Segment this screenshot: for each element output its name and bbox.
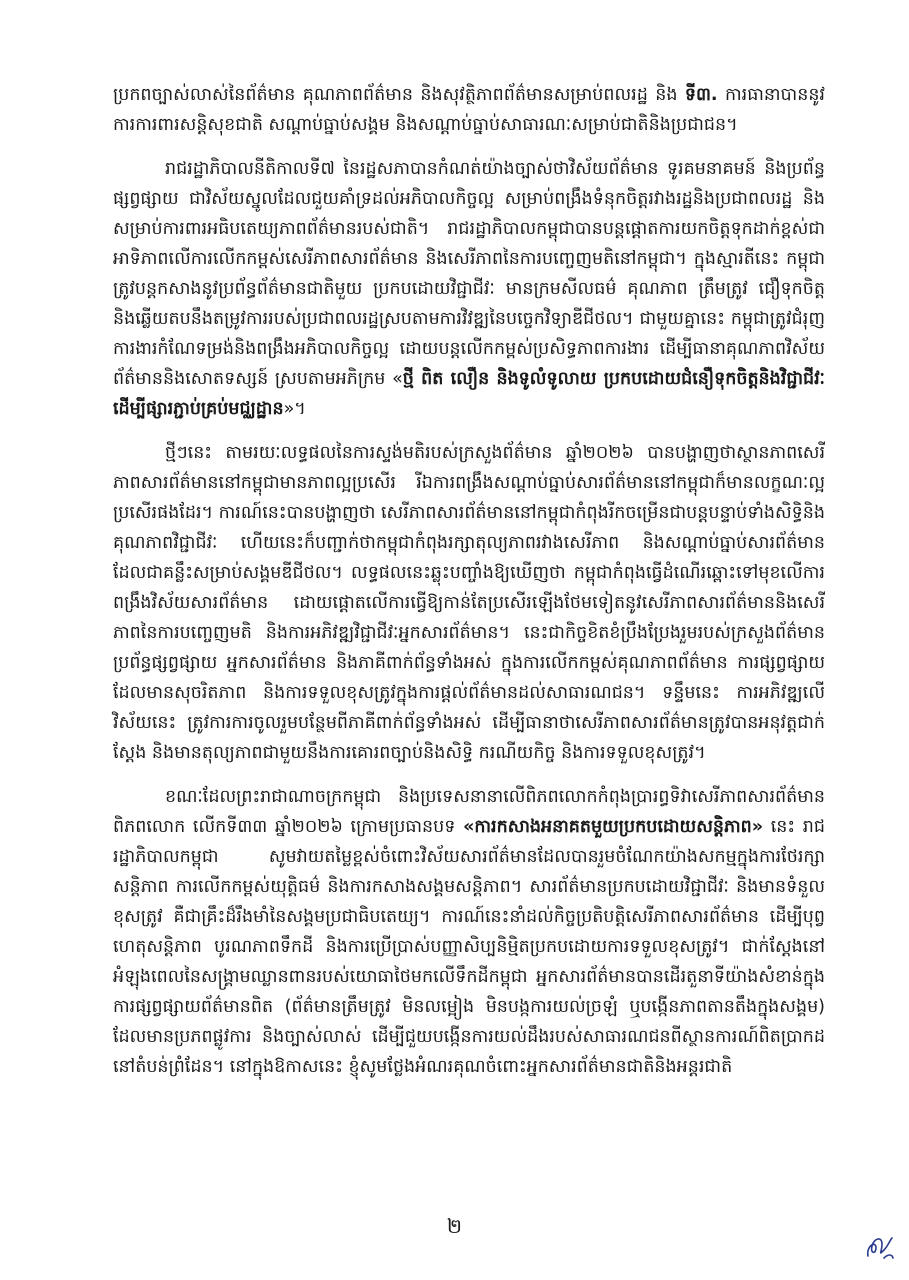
body-paragraph (113, 782, 825, 1082)
bold-text-segment: ថ្មី ពិត លឿន និងទូលំទូលាយ ប្រកបដោយជំនឿទុកចិត្តនិងវិជ្ជាជីវៈ ដើម្បីផ្សារភ្ជាប់គ្រប់មជ្ឈដ្ឋាន (113, 369, 825, 419)
bold-text-segment: ទី៣. (684, 85, 718, 105)
text-segment: ប្រកពច្បាស់លាស់នៃព័ត៌មាន គុណភាពព័ត៌មាន និងសុវត្ថិភាពព័ត៌មានសម្រាប់ពលរដ្ឋ និង (113, 85, 685, 105)
body-paragraph (113, 154, 825, 424)
body-paragraph (113, 80, 825, 140)
text-segment: នេះ រាជរដ្ឋាភិបាលកម្ពុជា សូមវាយតម្លៃខ្ពស់ចំពោះវិស័យសារព័ត៌មានដែលបានរួមចំណែកយ៉ាងសកម្មក្នុងការថែរក្សាសន្តិភាព ការលើកកម្ពស់យុត្តិធម៌ និងការកសាងសង្គមសន្តិភាព។ សារព័ត៌មានប្រកបដោយវិជ្ជាជីវៈ និងមានទំនួលខុសត្រូវ គឺជាគ្រឹះដ៏រឹងមាំនៃសង្គមប្រជាធិបតេយ្យ។ ការណ៍នេះនាំដល់កិច្ចប្រតិបត្តិសេរីភាពសារព័ត៌មាន ដើម្បីបុព្វហេតុសន្តិភាព បូរណភាពទឹកដី និងការប្រើប្រាស់បញ្ញាសិប្បនិម្មិតប្រកបដោយការទទួលខុសត្រូវ។ ជាក់ស្ដែងនៅអំឡុងពេលនៃសង្គ្រាមឈ្លានពានរបស់យោធាថៃមកលើទឹកដីកម្ពុជា អ្នកសារព័ត៌មានបានដើរតួនាទីយ៉ាងសំខាន់ក្នុងការផ្សព្វផ្សាយព័ត៌មានពិត (ព័ត៌មានត្រឹមត្រូវ មិនលម្អៀង មិនបង្កការយល់ច្រឡំ ឬបង្កើនភាពតានតឹងក្នុងសង្គម) ដែលមានប្រភពផ្លូវការ និងច្បាស់លាស់ ដើម្បីជួយបង្កើនការយល់ដឹងរបស់សាធារណជនពីស្ថានការណ៍ពិតប្រាកដនៅតំបន់ព្រំដែន។ នៅក្នុងឱកាសនេះ ខ្ញុំសូមថ្លែងអំណរគុណចំពោះអ្នកសារព័ត៌មានជាតិនិងអន្តរជាតិ (113, 817, 826, 1077)
document-body (113, 80, 825, 1096)
body-paragraph (113, 438, 825, 768)
text-segment: រាជរដ្ឋាភិបាលនីតិកាលទី៧ នៃរដ្ឋសភាបានកំណត់យ៉ាងច្បាស់ថាវិស័យព័ត៌មាន ទូរគមនាគមន៍ និងប្រព័ន្ធផ្សព្វផ្សាយ ជាវិស័យស្នូលដែលជួយគាំទ្រដល់អភិបាលកិច្ចល្អ សម្រាប់ពង្រឹងទំនុកចិត្តរវាងរដ្ឋនិងប្រជាពលរដ្ឋ និងសម្រាប់ការពារអធិបតេយ្យភាពព័ត៌មានរបស់ជាតិ។ រាជរដ្ឋាភិបាលកម្ពុជាបានបន្តផ្ដោតការយកចិត្តទុកដាក់ខ្ពស់ជាអាទិភាពលើការលើកកម្ពស់សេរីភាពសារព័ត៌មាន និងសេរីភាពនៃការបញ្ចេញមតិនៅកម្ពុជា។ ក្នុងស្មារតីនេះ កម្ពុជាត្រូវបន្តកសាងនូវប្រព័ន្ធព័ត៌មានជាតិមួយ ប្រកបដោយវិជ្ជាជីវៈ មានក្រមសីលធម៌ គុណភាព ត្រឹមត្រូវ ជឿទុកចិត្ត និងឆ្លើយតបនឹងតម្រូវការរបស់ប្រជាពលរដ្ឋស្របតាមការវិវឌ្ឍនៃបច្ចេកវិទ្យាឌីជីថល។ ជាមួយគ្នានេះ កម្ពុជាត្រូវជំរុញការងារកំណែទម្រង់និងពង្រឹងអភិបាលកិច្ចល្អ ដោយបន្តលើកកម្ពស់ប្រសិទ្ធភាពការងារ ដើម្បីធានាគុណភាពវិស័យព័ត៌មាននិងសោតទស្សន៍ ស្របតាមអភិក្រម « (113, 159, 825, 389)
page-number: ២ (446, 1214, 463, 1238)
text-segment: ការធានាបាននូវការការពារសន្តិសុខជាតិ សណ្ដាប់ធ្នាប់សង្គម និងសណ្ដាប់ធ្នាប់សាធារណៈសម្រាប់ជាតិនិងប្រជាជន។ (113, 85, 825, 135)
text-segment: »។ (283, 399, 306, 419)
bold-text-segment: «ការកសាងអនាគតមួយប្រកបដោយសន្តិភាព» (463, 817, 764, 837)
text-segment: ថ្មីៗនេះ តាមរយៈលទ្ធផលនៃការស្ទង់មតិរបស់ក្រសួងព័ត៌មាន ឆ្នាំ២០២៦ បានបង្ហាញថាស្ថានភាពសេរីភាពសារព័ត៌មាននៅកម្ពុជាមានភាពល្អប្រសើរ រីឯការពង្រឹងសណ្ដាប់ធ្នាប់សារព័ត៌មាននៅកម្ពុជាក៏មានលក្ខណៈល្អប្រសើរផងដែរ។ ការណ៍នេះបានបង្ហាញថា សេរីភាពសារព័ត៌មាននៅកម្ពុជាកំពុងរីកចម្រើនជាបន្តបន្ទាប់ទាំងសិទ្ធិនិងគុណភាពវិជ្ជាជីវៈ ហើយនេះក៏បញ្ជាក់ថាកម្ពុជាកំពុងរក្សាតុល្យភាពរវាងសេរីភាព និងសណ្ដាប់ធ្នាប់សារព័ត៌មាន ដែលជាគន្លឹះសម្រាប់សង្គមឌីជីថល។ លទ្ធផលនេះឆ្លុះបញ្ចាំងឱ្យឃើញថា កម្ពុជាកំពុងធ្វើដំណើរឆ្ពោះទៅមុខលើការពង្រឹងវិស័យសារព័ត៌មាន ដោយផ្ដោតលើការធ្វើឱ្យកាន់តែប្រសើរឡើងថែមទៀតនូវសេរីភាពសារព័ត៌មាននិងសេរីភាពនៃការបញ្ចេញមតិ និងការអភិវឌ្ឍវិជ្ជាជីវៈអ្នកសារព័ត៌មាន។ នេះជាកិច្ចខិតខំប្រឹងប្រែងរួមរបស់ក្រសួងព័ត៌មាន ប្រព័ន្ធផ្សព្វផ្សាយ អ្នកសារព័ត៌មាន និងភាគីពាក់ព័ន្ធទាំងអស់ ក្នុងការលើកកម្ពស់គុណភាពព័ត៌មាន ការផ្សព្វផ្សាយដែលមានសុចរិតភាព និងការទទួលខុសត្រូវក្នុងការផ្ដល់ព័ត៌មានដល់សាធារណជន។ ទន្ទឹមនេះ ការអភិវឌ្ឍលើវិស័យនេះ ត្រូវការការចូលរួមបន្ថែមពីភាគីពាក់ព័ន្ធទាំងអស់ ដើម្បីធានាថាសេរីភាពសារព័ត៌មានត្រូវបានអនុវត្តជាក់ស្ដែង និងមានតុល្យភាពជាមួយនឹងការគោរពច្បាប់និងសិទ្ធិ ករណីយកិច្ច និងការទទួលខុសត្រូវ។ (113, 443, 825, 763)
text-segment: ខណៈដែលព្រះរាជាណាចក្រកម្ពុជា និងប្រទេសនានាលើពិភពលោកកំពុងប្រារព្ធទិវាសេរីភាពសារព័ត៌មានពិភពលោក លើកទី៣៣ ឆ្នាំ២០២៦ ក្រោមប្រធានបទ (113, 787, 825, 837)
handwritten-initials (862, 1228, 898, 1264)
